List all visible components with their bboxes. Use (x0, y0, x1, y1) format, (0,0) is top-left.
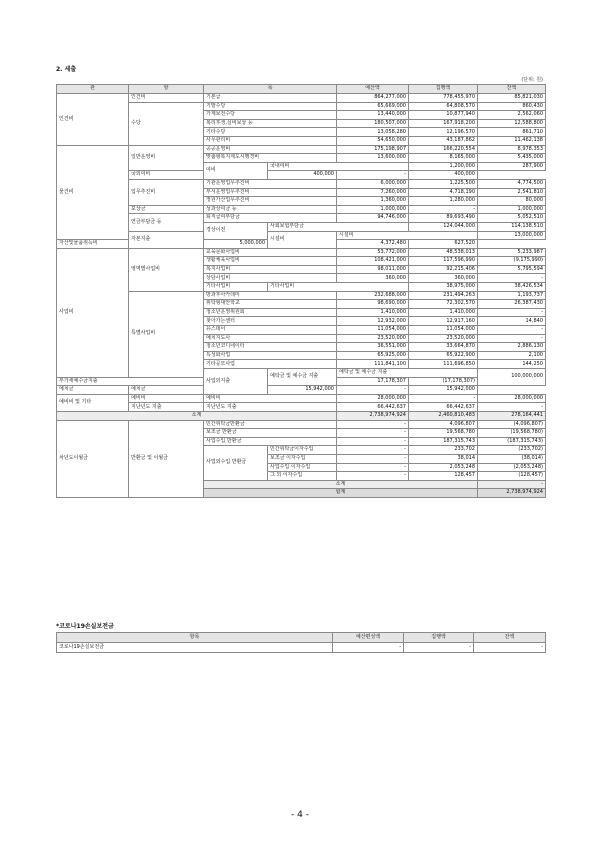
subtotal-label: 소계 (204, 480, 478, 489)
balance-cell: 144,250 (478, 360, 546, 369)
budget-cell: 28,000,000 (337, 394, 409, 403)
executed-cell: 4,096,807 (409, 420, 478, 429)
budget-cell: 11,054,000 (337, 326, 409, 335)
header-executed: 집행액 (409, 85, 478, 94)
table-row (57, 171, 546, 180)
table-row (57, 145, 546, 154)
executed-cell: 8,165,000 (409, 154, 478, 163)
budget-cell: 65,669,000 (337, 102, 409, 111)
mok-cell: 성과상여금 등 (204, 205, 337, 214)
budget-cell: 13,058,280 (337, 128, 409, 137)
executed-cell: 111,696,850 (409, 360, 478, 369)
balance-cell: 2,541,810 (478, 188, 546, 197)
executed-cell: 4,718,190 (409, 188, 478, 197)
mok-cell: 방과후아카데미 (204, 291, 337, 300)
balance-cell: 2,562,060 (478, 111, 546, 120)
hang-cell: 업무추진비 (129, 179, 204, 205)
executed-cell: 360,000 (409, 274, 478, 283)
mok-cell: 맞춤형복지제도시행경비 (204, 154, 337, 163)
corona-row (57, 643, 546, 653)
table-row (57, 394, 546, 403)
budget-cell: 98,011,000 (337, 265, 409, 274)
budget-cell: 13,000,000 (478, 231, 546, 240)
header-gwan: 관 (57, 85, 129, 94)
table-row (57, 94, 546, 103)
executed-cell: 38,426,534 (478, 283, 546, 292)
mok-cell: 기관운영업무추진비 (204, 179, 337, 188)
hang-cell: 반환금 및 이월금 (129, 420, 204, 497)
executed-cell: 114,138,510 (478, 222, 546, 231)
table-row (57, 179, 546, 188)
mok-cell: 복리후생,실비보상 등 (204, 119, 337, 128)
table-row (57, 214, 546, 223)
executed-cell: 33,664,870 (409, 343, 478, 352)
header-mok: 목 (204, 85, 337, 94)
mok-cell: 찾아가는센터 (204, 317, 337, 326)
executed-cell: 12,917,160 (409, 317, 478, 326)
mok-cell: 기타사업비 (268, 283, 409, 292)
executed-cell: - (409, 394, 478, 403)
budget-cell: 232,688,000 (337, 291, 409, 300)
gwan-cell: 자본지출 (129, 231, 204, 248)
header-hang: 항 (129, 85, 204, 94)
balance-cell: (187,315,743) (478, 437, 546, 446)
balance-cell: 2,886,130 (478, 343, 546, 352)
executed-cell: 64,808,570 (409, 102, 478, 111)
mok-cell: 시설비 (337, 231, 478, 240)
mok-cell: 민간위탁금반환금 (204, 420, 337, 429)
balance-cell: 15,942,000 (409, 386, 478, 395)
budget-cell: 2,738,974,924 (337, 411, 409, 420)
corona-header-balance: 잔액 (474, 633, 546, 643)
budget-cell: 175,198,907 (337, 145, 409, 154)
hang-cell: 기타사업비 (204, 283, 268, 292)
executed-cell: 4,372,480 (337, 240, 409, 249)
executed-cell: - (337, 171, 409, 180)
budget-cell: 98,690,000 (337, 300, 409, 309)
executed-cell: 92,215,406 (409, 265, 478, 274)
balance-cell: - (478, 274, 546, 283)
mok-cell: 사업외수입 반환금 (204, 446, 268, 480)
balance-cell: 5,795,594 (478, 265, 546, 274)
executed-cell: 2,460,810,483 (409, 411, 478, 420)
budget-cell: 2,738,974,924 (478, 489, 546, 498)
mok-cell: 기본급 (204, 94, 337, 103)
mok-cell: 자산및물품취득비 (57, 240, 204, 249)
mok-cell: 복지사업비 (204, 265, 337, 274)
table-row (57, 205, 546, 214)
balance-cell: 4,774,500 (478, 179, 546, 188)
budget-cell: 108,421,000 (337, 257, 409, 266)
executed-cell: 17,178,307 (337, 377, 409, 386)
mok-cell: 상담사업비 (204, 274, 337, 283)
executed-cell: 1,280,000 (409, 197, 478, 206)
balance-cell: 2,100 (478, 351, 546, 360)
hang-cell: 예탁금 및 예수금 지출 (268, 369, 337, 386)
gwan-cell: 사업외지출 (204, 369, 268, 395)
page-number: - 4 - (291, 810, 309, 820)
table-row (57, 386, 546, 395)
section-title: 2. 세출 (56, 66, 77, 73)
mok-cell: 예치금 (129, 386, 268, 395)
executed-cell: 66,442,637 (409, 403, 478, 412)
executed-cell: - (337, 386, 409, 395)
mok-cell: 기타수당 (204, 128, 337, 137)
balance-cell: 1,193,737 (478, 291, 546, 300)
executed-cell: - (409, 205, 478, 214)
mok-cell: 특성화사업 (204, 351, 337, 360)
balance-cell: 28,000,000 (478, 394, 546, 403)
mok-cell: 기말수당 (204, 102, 337, 111)
budget-cell: 5,000,000 (204, 240, 268, 249)
budget-cell: 13,600,000 (337, 154, 409, 163)
budget-cell: 111,841,100 (337, 360, 409, 369)
budget-cell: 124,044,000 (409, 222, 478, 231)
corona-executed: - (404, 643, 474, 653)
executed-cell: 89,693,490 (409, 214, 478, 223)
executed-cell: 287,900 (478, 162, 546, 171)
balance-cell: 627,520 (409, 240, 478, 249)
balance-cell: 5,052,510 (478, 214, 546, 223)
budget-cell: 400,000 (268, 171, 337, 180)
budget-cell: 15,942,000 (268, 386, 337, 395)
gwan-cell: 차년도이월금 (57, 420, 129, 497)
budget-cell: 1,360,000 (337, 197, 409, 206)
corona-item: 코로나19손실보전금 (57, 643, 333, 653)
corona-budget: - (333, 643, 404, 653)
mok-cell: 위탁형대안학교 (204, 300, 337, 309)
executed-cell: 65,922,900 (409, 351, 478, 360)
budget-cell: - (337, 437, 409, 446)
mok-cell: 생활체육사업비 (204, 257, 337, 266)
mok-cell: 사회보험부담금 (268, 222, 409, 231)
hang-cell: 여비 (204, 162, 268, 179)
budget-cell: 66,442,637 (337, 403, 409, 412)
executed-cell: 23,520,000 (409, 334, 478, 343)
budget-cell: 38,975,000 (409, 283, 478, 292)
hang-cell: 특별사업비 (129, 291, 204, 377)
budget-cell: 13,440,000 (337, 111, 409, 120)
budget-cell: 53,772,000 (337, 248, 409, 257)
mok-cell: 정원가산업무추진비 (204, 197, 337, 206)
budget-cell: 12,932,000 (337, 317, 409, 326)
executed-cell: 117,596,990 (409, 257, 478, 266)
balance-cell: 80,000 (478, 197, 546, 206)
table-row (57, 102, 546, 111)
hang-cell: 수당 (129, 102, 204, 145)
budget-cell: 6,000,000 (337, 179, 409, 188)
executed-cell: 72,302,570 (409, 300, 478, 309)
budget-cell: 360,000 (337, 274, 409, 283)
balance-cell: - (478, 326, 546, 335)
grand-total-label: 합계 (204, 489, 478, 498)
balance-cell: 1,000,000 (478, 205, 546, 214)
balance-cell: (19,568,780) (478, 429, 546, 438)
budget-cell: 94,746,000 (337, 214, 409, 223)
corona-table (56, 632, 546, 653)
executed-cell: 10,877,940 (409, 111, 478, 120)
balance-cell: (233,702) (478, 446, 546, 455)
mok-cell: 보조금 반환금 (204, 429, 337, 438)
budget-cell: 54,650,000 (337, 136, 409, 145)
executed-cell: 1,225,500 (409, 179, 478, 188)
gwan-cell: 물건비 (57, 145, 129, 240)
mok-cell: 국내여비 (268, 162, 409, 171)
mok-cell: 부서운영업무추진비 (204, 188, 337, 197)
executed-cell: 2,053,248 (409, 463, 478, 472)
sub-mok-cell: 보조금 이자수입 (268, 454, 337, 463)
corona-header-executed: 집행액 (404, 633, 474, 643)
mok-cell: 예비비 (204, 394, 337, 403)
mok-cell: 사업수입 반환금 (204, 437, 337, 446)
table-row (57, 291, 546, 300)
balance-cell: (38,014) (478, 454, 546, 463)
executed-cell: 38,014 (409, 454, 478, 463)
balance-cell: 861,710 (478, 128, 546, 137)
budget-cell: 36,551,000 (337, 343, 409, 352)
balance-cell: 14,840 (478, 317, 546, 326)
balance-cell: 8,978,353 (478, 145, 546, 154)
gwan-cell: 사업비 (57, 248, 129, 377)
gwan-cell: 예비비 및 기타 (57, 394, 129, 411)
hang-cell: 예치금 (57, 386, 129, 395)
executed-cell: 43,187,862 (409, 136, 478, 145)
header-balance: 잔액 (478, 85, 546, 94)
hang-cell: 예비비 (129, 394, 204, 403)
balance-cell: 278,164,441 (478, 411, 546, 420)
budget-cell: - (337, 472, 409, 481)
corona-section-title: *코로나19손실보전금 (56, 623, 114, 630)
executed-cell: 128,457 (409, 472, 478, 481)
budget-cell: 100,000,000 (478, 369, 546, 386)
mok-cell: 퇴직급여부담금 (204, 214, 337, 223)
subtotal-label: 소계 (57, 411, 337, 420)
hang-cell: 일반운영비 (129, 145, 204, 171)
hang-cell: 영역별사업비 (129, 248, 204, 291)
mok-cell: 지난년도 지출 (204, 403, 337, 412)
balance-cell: (128,457) (478, 472, 546, 481)
executed-cell: 48,538,013 (409, 248, 478, 257)
table-row (57, 248, 546, 257)
executed-cell: 19,568,780 (409, 429, 478, 438)
budget-cell: - (337, 454, 409, 463)
executed-cell: 778,455,970 (409, 94, 478, 103)
budget-cell: 180,507,000 (337, 119, 409, 128)
sub-mok-cell: 사업수입 이자수입 (268, 463, 337, 472)
balance-cell: - (478, 334, 546, 343)
executed-cell: 166,220,554 (409, 145, 478, 154)
mok-cell: 예탁금 및 예수금 지출 (337, 369, 478, 378)
balance-cell: 5,435,000 (478, 154, 546, 163)
executed-cell: 231,494,263 (409, 291, 478, 300)
balance-cell: 860,430 (478, 102, 546, 111)
balance-cell: (17,178,307) (409, 377, 478, 386)
budget-cell: 1,410,000 (337, 308, 409, 317)
balance-cell: 11,462,138 (478, 136, 546, 145)
mok-cell: 사무관리비 (204, 136, 337, 145)
balance-cell: - (478, 308, 546, 317)
hang-cell: 시설비 (268, 231, 337, 248)
balance-cell: 400,000 (409, 171, 478, 180)
mok-cell: 국외여비 (129, 171, 268, 180)
corona-header-row (57, 633, 546, 643)
budget-cell: - (337, 420, 409, 429)
gwan-cell: 인건비 (57, 94, 129, 146)
corona-balance: - (474, 643, 546, 653)
balance-cell: (2,053,248) (478, 463, 546, 472)
table-row (57, 403, 546, 412)
balance-cell: 26,387,430 (478, 300, 546, 309)
table-header-row (57, 85, 546, 94)
executed-cell: 187,315,743 (409, 437, 478, 446)
budget-cell: - (337, 429, 409, 438)
executed-cell: 1,410,000 (409, 308, 478, 317)
sub-mok-cell: 민간위탁금이자수입 (268, 446, 337, 455)
balance-cell: 85,821,030 (478, 94, 546, 103)
mok-cell: 공공운영비 (204, 145, 337, 154)
budget-cell: - (478, 480, 546, 489)
executed-cell: 233,702 (409, 446, 478, 455)
mok-cell: 기타공모사업 (204, 360, 337, 369)
executed-cell: 11,054,000 (409, 326, 478, 335)
corona-header-budget: 예산편성액 (333, 633, 404, 643)
budget-cell: 65,925,000 (337, 351, 409, 360)
mok-cell: 청소년코디네이터 (204, 343, 337, 352)
table-row (57, 231, 546, 240)
corona-header-item: 항목 (57, 633, 333, 643)
unit-label: (단위: 원) (521, 77, 543, 83)
mok-cell: 예치지도사 (204, 334, 337, 343)
balance-cell: - (478, 403, 546, 412)
mok-cell: 유스데이 (204, 326, 337, 335)
header-budget: 예산액 (337, 85, 409, 94)
hang-cell: 인건비 (129, 94, 204, 103)
hang-cell: 포상금 (129, 205, 204, 214)
budget-cell: 864,277,000 (337, 94, 409, 103)
budget-cell: - (337, 463, 409, 472)
balance-cell: 5,233,987 (478, 248, 546, 257)
hang-cell: 연금부담금 등 (129, 214, 204, 231)
balance-cell: (4,096,807) (478, 420, 546, 429)
sub-mok-cell: 그 외 이자수입 (268, 472, 337, 481)
budget-cell: - (337, 446, 409, 455)
budget-cell: 7,260,000 (337, 188, 409, 197)
mok-cell: 청소년운영위원회 (204, 308, 337, 317)
table-row (57, 420, 546, 429)
balance-cell: (9,175,990) (478, 257, 546, 266)
budget-cell: 1,000,000 (337, 205, 409, 214)
executed-cell: 167,918,200 (409, 119, 478, 128)
mok-cell: 부가세예수금지출 (57, 377, 204, 386)
budget-cell: 23,520,000 (337, 334, 409, 343)
budget-cell: 1,200,000 (409, 162, 478, 171)
mok-cell: 가계보전수당 (204, 111, 337, 120)
mok-cell: 교육문화사업비 (204, 248, 337, 257)
balance-cell: 12,588,800 (478, 119, 546, 128)
executed-cell: 12,196,570 (409, 128, 478, 137)
table-row (57, 411, 546, 420)
expenditure-table (56, 84, 546, 498)
gwan-cell: 경상이전 (204, 222, 268, 239)
hang-cell: 지난년도 지출 (129, 403, 204, 412)
